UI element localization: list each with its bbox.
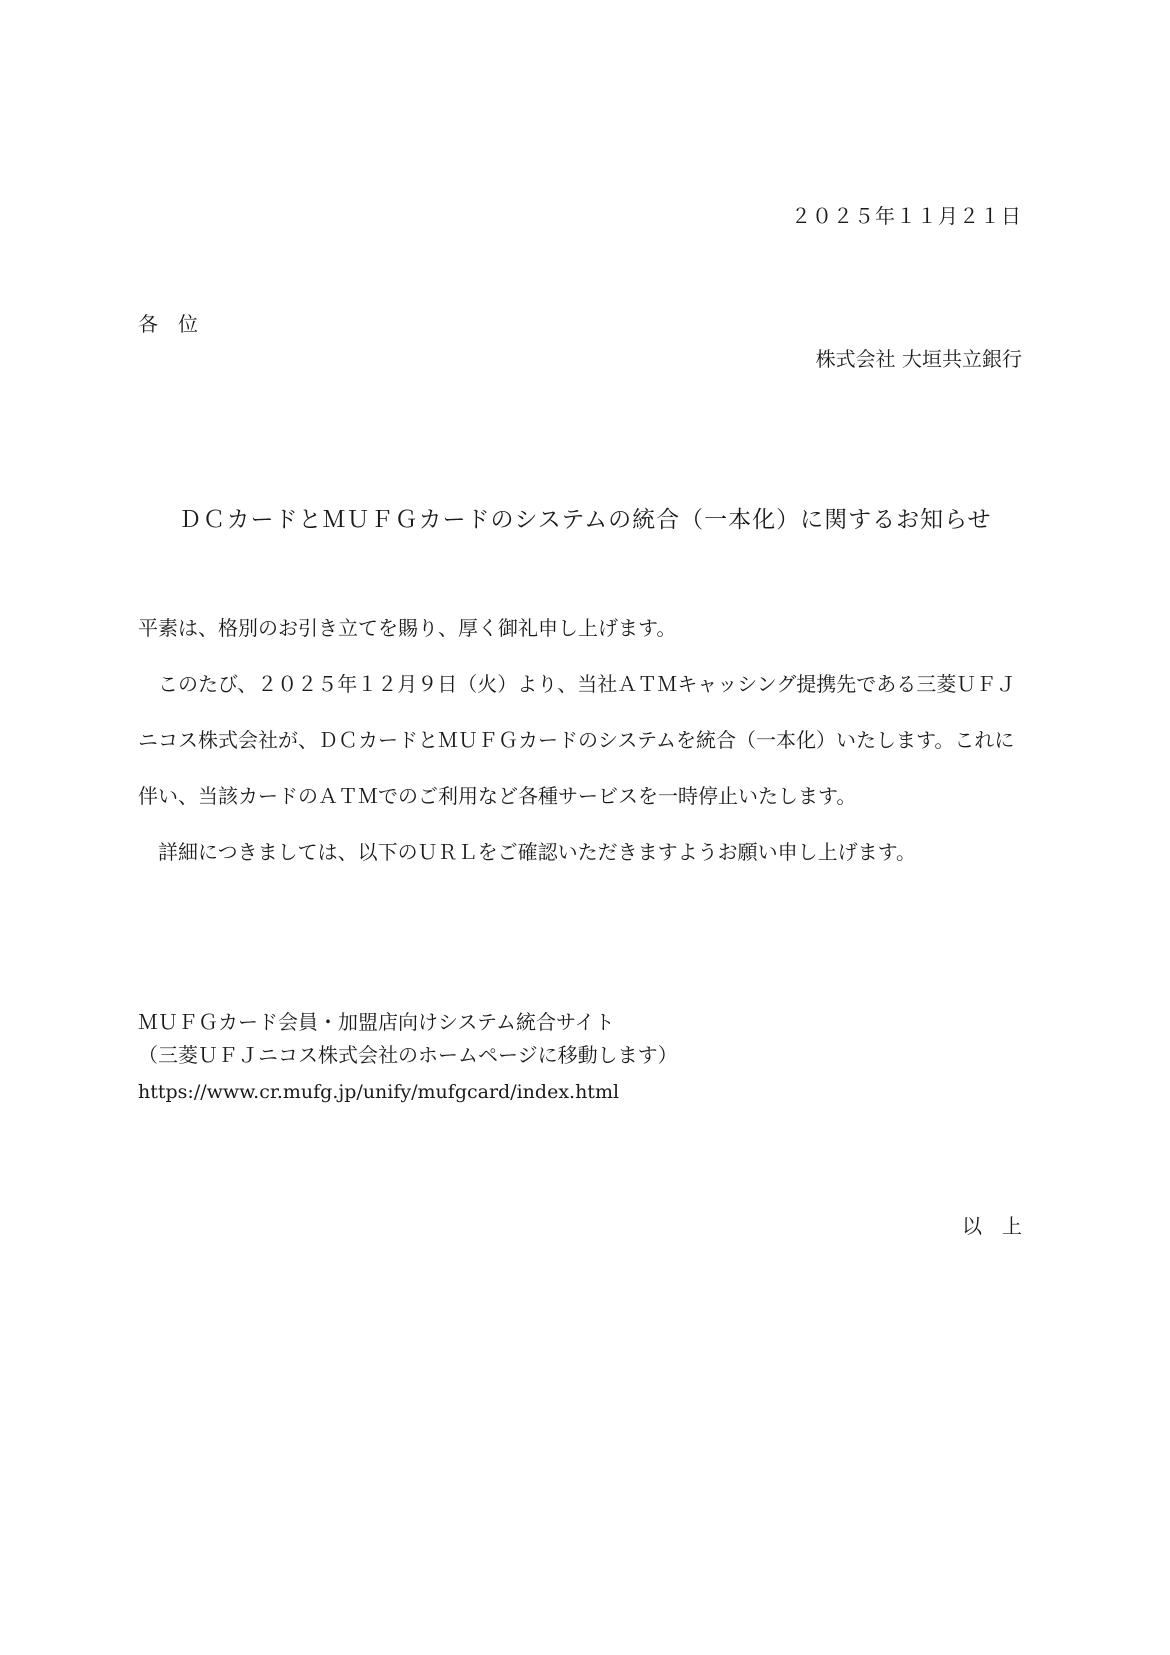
document-title: ＤＣカードとＭＵＦＧカードのシステムの統合（一本化）に関するお知らせ — [178, 507, 992, 533]
link-section — [138, 1006, 1022, 1109]
closing: 以 上 — [962, 1214, 1022, 1238]
body-paragraph-details: 詳細につきましては、以下のＵＲＬをご確認いただきますようお願い申し上げます。 — [158, 840, 916, 864]
body-paragraph-greeting: 平素は、格別のお引き立てを賜り、厚く御礼申し上げます。 — [138, 616, 677, 640]
body-paragraph-announcement: このたび、２０２５年１２月９日（火）より、当社ＡＴＭキャッシング提携先である三菱ＵＦＪニコス株式会社が、ＤＣカードとＭＵＦＧカードのシステムを統合（一本化）いたします。これに伴い、当該カードのＡＴＭでのご利用など各種サービスを一時停止いたします。 — [138, 672, 1017, 808]
sender-company: 株式会社 大垣共立銀行 — [815, 347, 1022, 371]
link-note: （三菱ＵＦＪニコス株式会社のホームページに移動します） — [138, 1043, 678, 1067]
document-body — [138, 600, 1022, 880]
link-heading: ＭＵＦＧカード会員・加盟店向けシステム統合サイト — [138, 1010, 615, 1034]
document-date: ２０２５年１１月２１日 — [791, 204, 1022, 228]
addressee: 各 位 — [138, 312, 198, 336]
link-url[interactable]: https://www.cr.mufg.jp/unify/mufgcard/index.html — [138, 1081, 620, 1103]
